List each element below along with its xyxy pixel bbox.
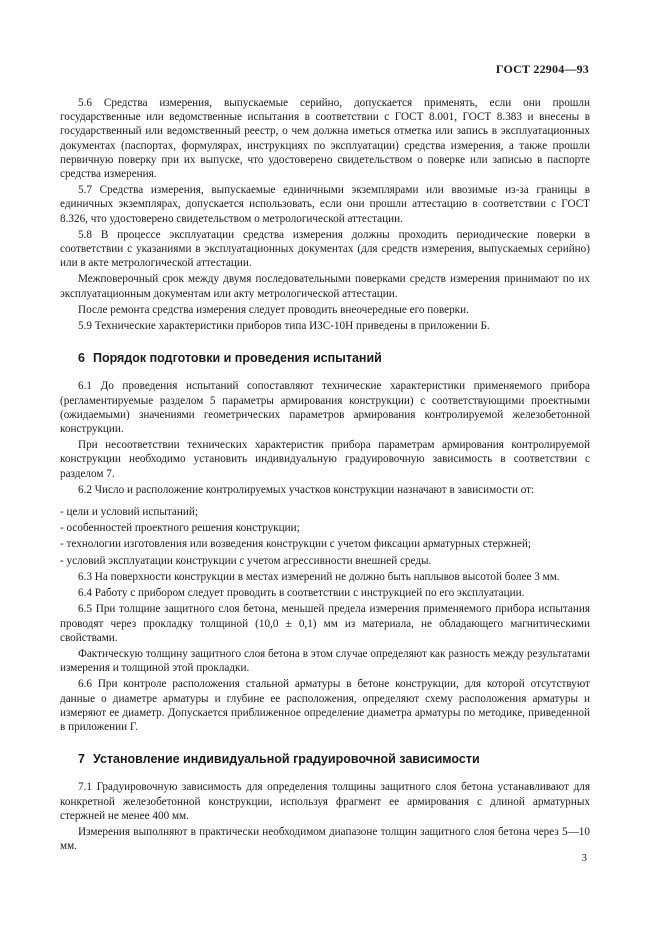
paragraph-mismatch: При несоответствии технических характеристик прибора параметрам армирования контролируемой конструкции необходимо установить индивидуальную градуировочную зависимость в соответствии с разделом 7. (60, 439, 590, 480)
document-body (60, 96, 590, 855)
paragraph-7-1: 7.1 Градуировочную зависимость для определения толщины защитного слоя бетона устанавливают для конкретной железобетонной конструкции, используя фрагмент ее армирования с длиной арматурных стержней не менее 400 мм. (60, 781, 590, 822)
paragraph-6-5: 6.5 При толщине защитного слоя бетона, меньшей предела измерения применяемого прибора испытания проводят через прокладку толщиной (10,0 ± 0,1) мм из материала, не обладающего магнитическими свойствами. (60, 603, 590, 644)
paragraph-5-6: 5.6 Средства измерения, выпускаемые серийно, допускается применять, если они прошли государственные или ведомственные испытания в соответствии с ГОСТ 8.001, ГОСТ 8.383 и внесены в государственный или ведомственный реестр, о чем должна иметься отметка или запись в эксплуатационных документах (паспортах, формулярах, инструкциях по эксплуатации) средства измерения, а также прошли первичную поверку при их выпуске, что удостоверено свидетельством о поверке или записью в паспорте средства измерения. (60, 97, 590, 181)
section-7-heading (78, 752, 590, 766)
section-6-number: 6 (78, 351, 85, 366)
paragraph-6-1: 6.1 До проведения испытаний сопоставляют технические характеристики применяемого прибора (регламентируемые разделом 5 параметры армирования конструкции) с соответствующими проектными (ожидаемыми) значениями геометрических параметров армирования контролируемой железобетонной конструкции. (60, 380, 590, 436)
section-6-title: Порядок подготовки и проведения испытаний (92, 351, 382, 366)
list-item: - технологии изготовления или возведения конструкции с учетом фиксации арматурных стержней; (60, 538, 531, 551)
paragraph-6-2: 6.2 Число и расположение контролируемых участков конструкции назначают в зависимости от: (78, 483, 535, 496)
paragraph-6-3: 6.3 На поверхности конструкции в местах измерений не должно быть наплывов высотой более 3 мм. (78, 570, 560, 583)
paragraph-measurements: Измерения выполняют в практически необходимом диапазоне толщин защитного слоя бетона через 5—10 мм. (60, 825, 590, 853)
list-item: - условий эксплуатации конструкции с учетом агрессивности внешней среды. (60, 554, 432, 567)
document-header: ГОСТ 22904—93 (495, 62, 589, 76)
paragraph-interval: Межповерочный срок между двумя последовательными поверками средств измерения принимают по их эксплуатационным документам или акту метрологической аттестации. (60, 273, 590, 300)
page-number: 3 (581, 852, 587, 864)
paragraph-5-8: 5.8 В процессе эксплуатации средства измерения должны проходить периодические поверки в соответствии с указаниями в эксплуатационных документах (для средств измерения, выпускаемых серийно) или в акте метрологической аттестации. (60, 228, 590, 270)
section-7-title: Установление индивидуальной градуировочной зависимости (92, 752, 480, 767)
paragraph-actual-thickness: Фактическую толщину защитного слоя бетона в этом случае определяют как разность между результатами измерения и толщиной этой прокладки. (60, 647, 590, 675)
paragraph-6-6: 6.6 При контроле расположения стальной арматуры в бетоне конструкции, для которой отсутствуют данные о диаметре арматуры и глубине ее расположения, определяют схему расположения арматуры и измеряют ее диаметр. Допускается приближенное определение диаметра арматуры по методике, приведенной в приложении Г. (60, 678, 590, 733)
list-item: - особенностей проектного решения конструкции; (60, 522, 300, 535)
section-7-number: 7 (78, 752, 85, 767)
list-item: - цели и условий испытаний; (60, 506, 198, 519)
paragraph-5-9: 5.9 Технические характеристики приборов типа ИЗС-10Н приведены в приложении Б. (78, 320, 490, 333)
paragraph-repair: После ремонта средства измерения следует проводить внеочередные его поверки. (78, 303, 469, 316)
paragraph-5-7: 5.7 Средства измерения, выпускаемые единичными экземплярами или ввозимые из-за границы в единичных экземплярах, допускается использовать, если они прошли аттестацию в соответствии с ГОСТ 8.326, что удостоверено свидетельством о метрологической аттестации. (60, 184, 590, 225)
section-6-heading (78, 351, 590, 365)
paragraph-6-4: 6.4 Работу с прибором следует проводить в соответствии с инструкцией по его эксплуатации. (78, 587, 525, 600)
